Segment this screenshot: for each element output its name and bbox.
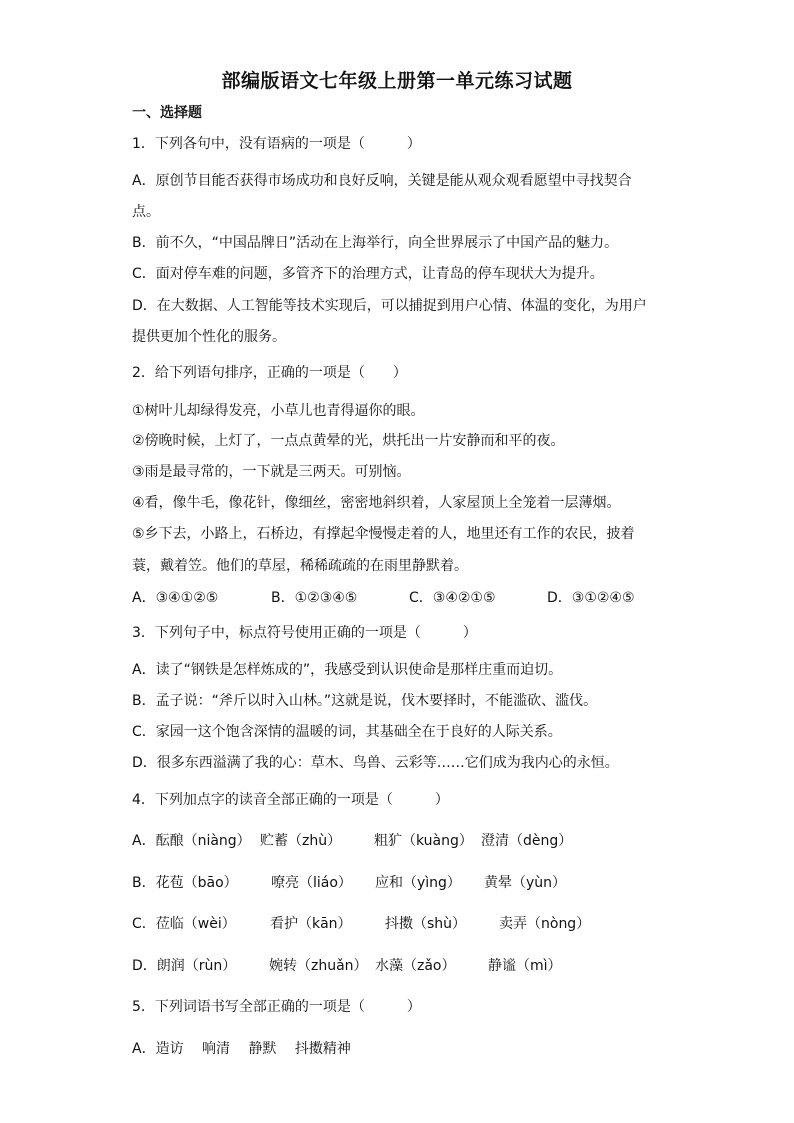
question-2-options	[132, 589, 635, 607]
question-2-sentence-5-cont: 蓑，戴着笠。他们的草屋，稀稀疏疏的在雨里静默着。	[132, 558, 468, 574]
q4a-item-2: 贮蓄（zhù）	[260, 833, 342, 849]
question-2-sentence-2: ②傍晚时候，上灯了，一点点黄晕的光，烘托出一片安静而和平的夜。	[132, 433, 565, 449]
q4a-item-1: A．酝酿（niàng）	[132, 833, 251, 849]
question-3-option-a: A．读了“钢铁是怎样炼成的”，我感受到认识使命是那样庄重而迫切。	[132, 662, 563, 678]
question-5-stem: 5．下列词语书写全部正确的一项是（ ）	[132, 999, 421, 1015]
question-4-option-d	[132, 957, 562, 975]
question-2-stem: 2．给下列语句排序，正确的一项是（ ）	[132, 365, 407, 381]
question-1-option-d: D．在大数据、人工智能等技术实现后，可以捕捉到用户心情、体温的变化，为用户	[132, 298, 647, 314]
question-2-option-c: C．③④②①⑤	[409, 590, 496, 606]
question-2-sentence-4: ④看，像牛毛，像花针，像细丝，密密地斜织着，人家屋顶上全笼着一层薄烟。	[132, 495, 621, 511]
q4a-item-3: 粗犷（kuàng）	[374, 833, 473, 849]
question-1-option-d-cont: 提供更加个性化的服务。	[132, 329, 286, 345]
q4c-item-2: 看护（kān）	[270, 916, 352, 932]
q4c-item-4: 卖弄（nòng）	[499, 916, 591, 932]
question-5-option-a: A．造访 响清 静默 抖擞精神	[132, 1041, 351, 1057]
question-3-option-c: C．家园一这个饱含深情的温暖的词，其基础全在于良好的人际关系。	[132, 724, 562, 740]
q4b-item-4: 黄晕（yùn）	[484, 875, 567, 891]
question-4-option-b	[132, 874, 566, 892]
q4d-item-2: 婉转（zhuǎn）	[269, 958, 368, 974]
q4b-item-2: 嘹亮（liáo）	[271, 875, 352, 891]
q4d-item-1: D．朗润（rùn）	[132, 958, 237, 974]
question-2-sentence-3: ③雨是最寻常的，一下就是三两天。可别恼。	[132, 464, 411, 480]
q4d-item-3: 水藻（zǎo）	[375, 958, 456, 974]
q4d-item-4: 静谧（mì）	[488, 958, 562, 974]
q4c-item-3: 抖擞（shù）	[385, 916, 467, 932]
question-4-option-c	[132, 915, 590, 933]
q4b-item-3: 应和（yìng）	[375, 875, 461, 891]
page-title: 部编版语文七年级上册第一单元练习试题	[221, 70, 573, 92]
question-1-option-a-cont: 点。	[132, 204, 160, 220]
question-1-option-a: A．原创节目能否获得市场成功和良好反响，关键是能从观众观看愿望中寻找契合	[132, 173, 632, 189]
q4b-item-1: B．花苞（bāo）	[132, 875, 238, 891]
question-1-option-b: B．前不久，“中国品牌日”活动在上海举行，向全世界展示了中国产品的魅力。	[132, 235, 619, 251]
question-2-sentence-1: ①树叶儿却绿得发亮，小草儿也青得逼你的眼。	[132, 403, 425, 419]
section-heading: 一、选择题	[132, 105, 202, 121]
question-2-option-b: B．①②③④⑤	[271, 590, 358, 606]
question-1-option-c: C．面对停车难的问题，多管齐下的治理方式，让青岛的停车现状大为提升。	[132, 266, 604, 282]
q4a-item-4: 澄清（dèng）	[481, 833, 573, 849]
question-3-option-d: D．很多东西溢满了我的心：草木、鸟兽、云彩等……它们成为我内心的永恒。	[132, 755, 619, 771]
q4c-item-1: C．莅临（wèi）	[132, 916, 236, 932]
question-3-stem: 3．下列句子中，标点符号使用正确的一项是（ ）	[132, 625, 477, 641]
question-2-option-a: A．③④①②⑤	[132, 590, 219, 606]
question-2-sentence-5: ⑤乡下去，小路上，石桥边，有撑起伞慢慢走着的人，地里还有工作的农民，披着	[132, 526, 635, 542]
question-3-option-b: B．孟子说：“斧斤以时入山林。”这就是说，伐木要择时，不能滥砍、滥伐。	[132, 693, 598, 709]
question-4-stem: 4．下列加点字的读音全部正确的一项是（ ）	[132, 792, 449, 808]
question-4-option-a	[132, 832, 572, 850]
question-2-option-d: D．③①②④⑤	[547, 590, 635, 606]
question-1-stem: 1．下列各句中，没有语病的一项是（ ）	[132, 136, 421, 152]
